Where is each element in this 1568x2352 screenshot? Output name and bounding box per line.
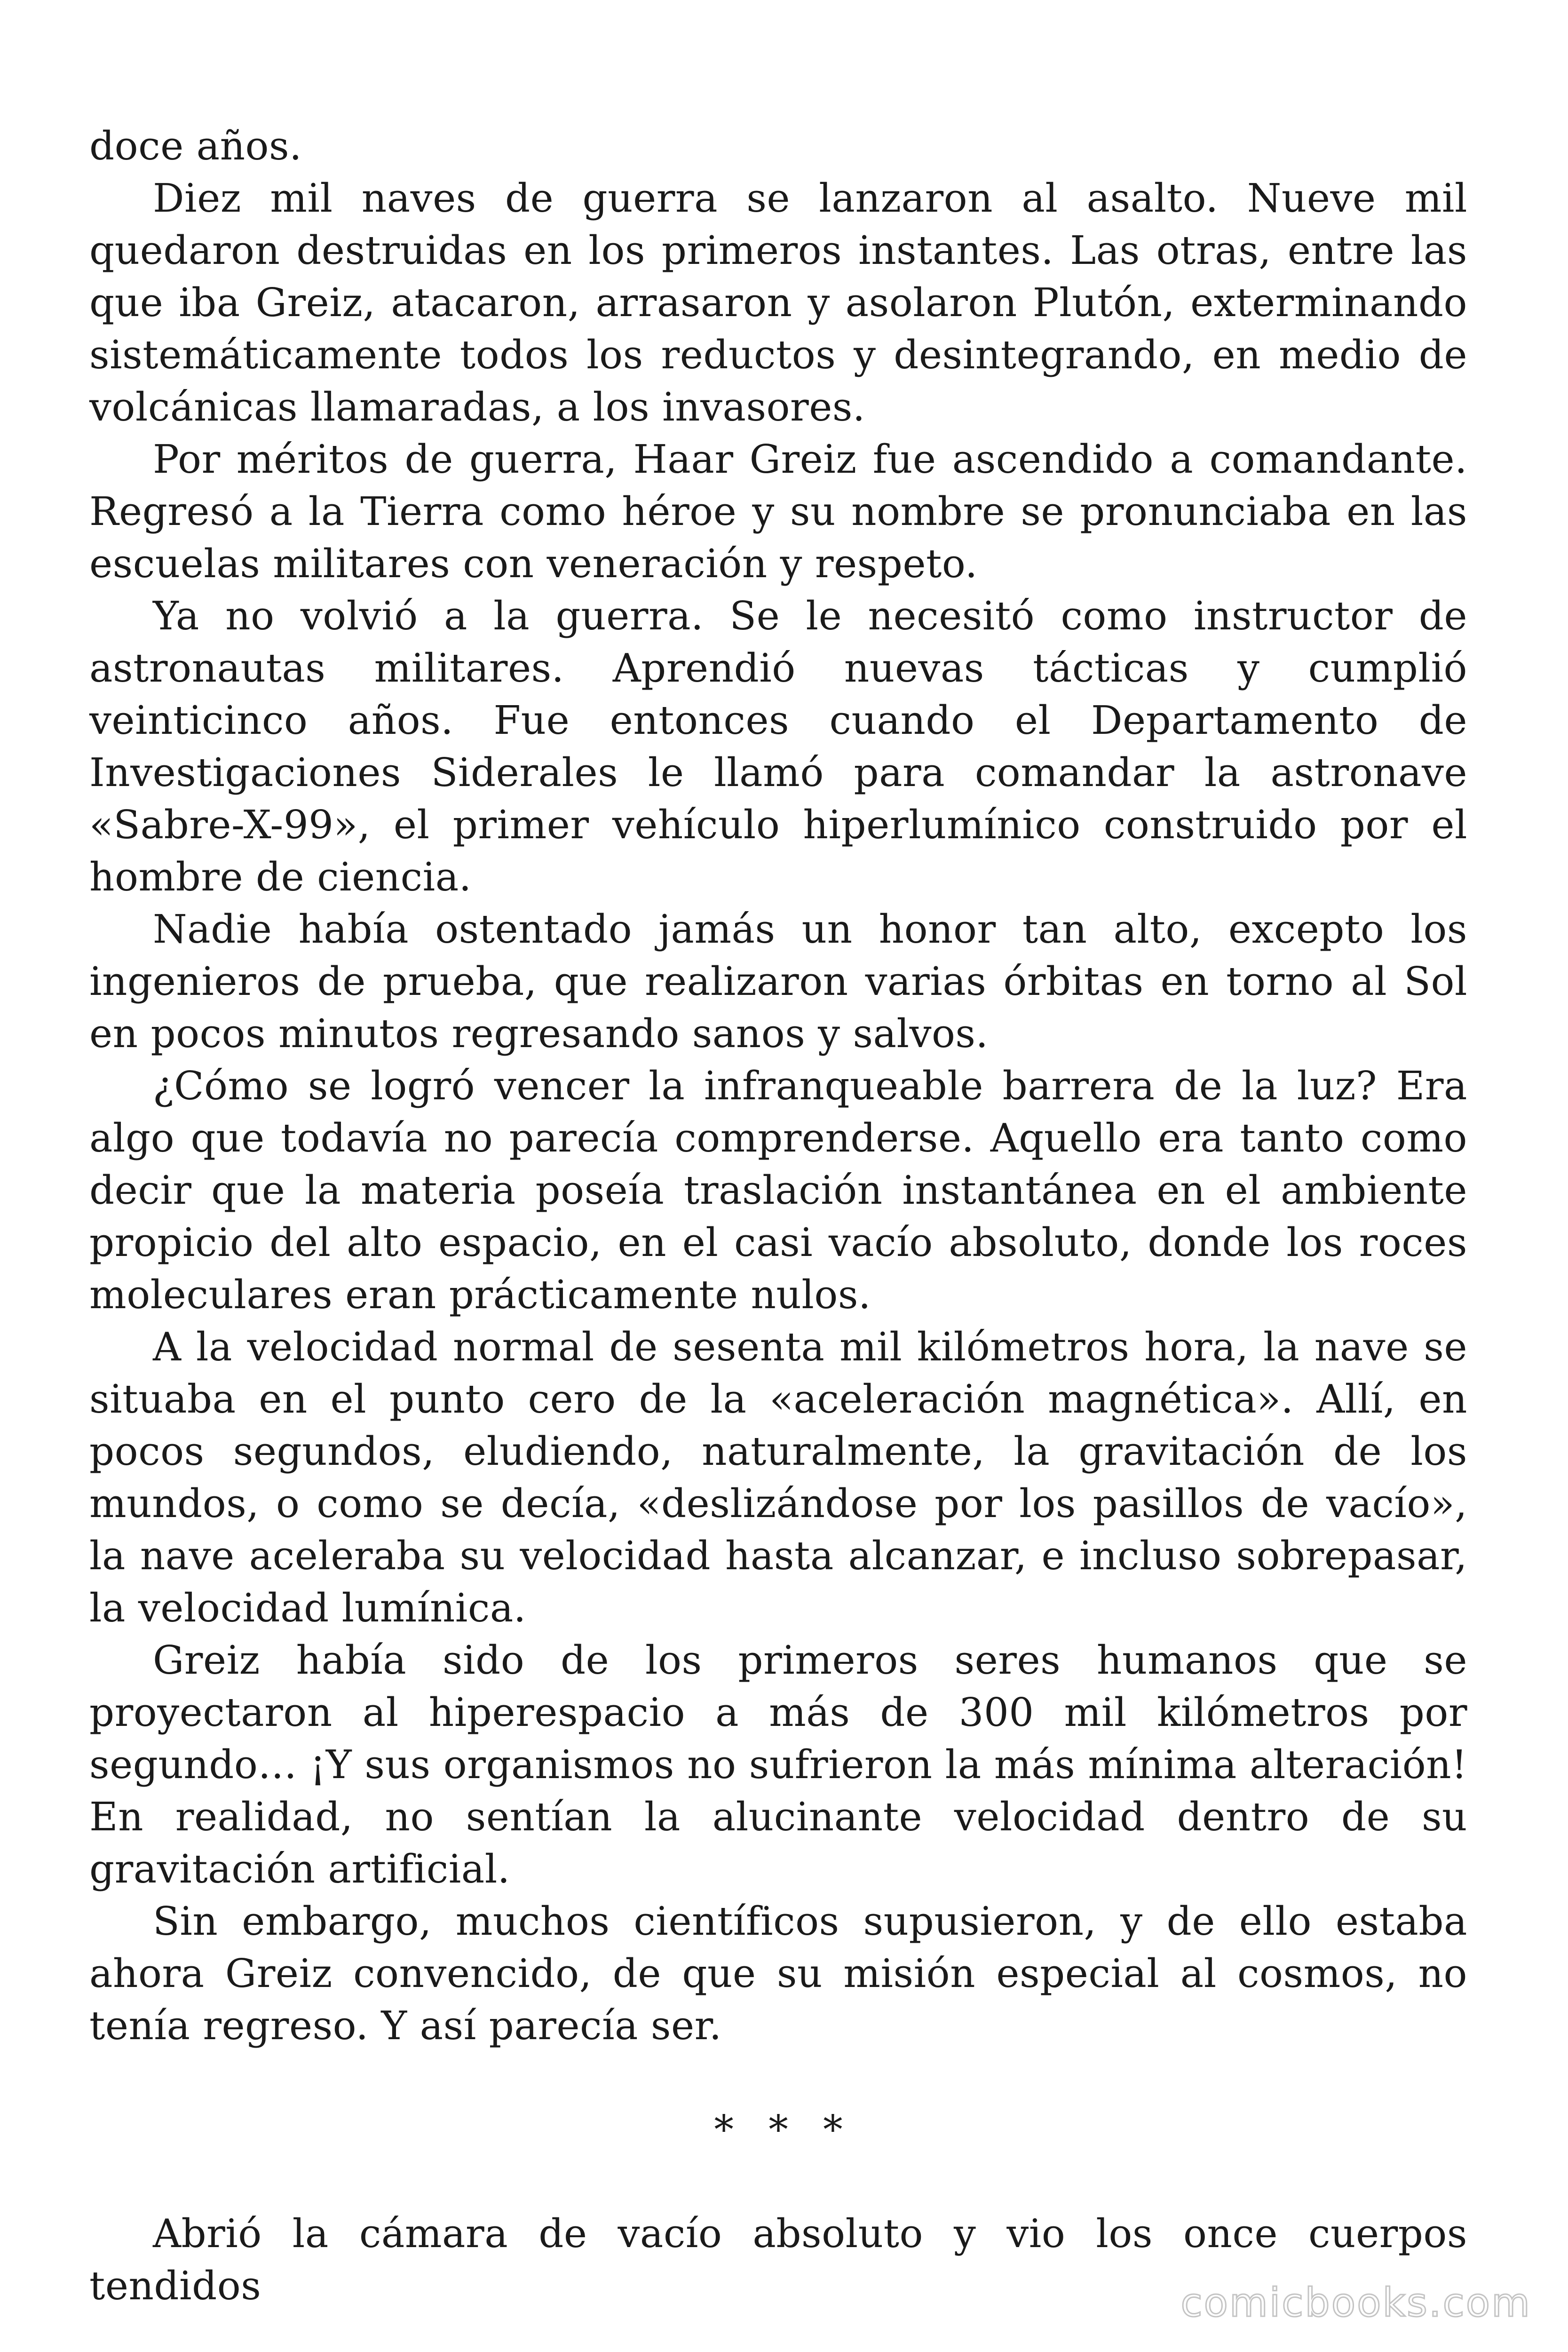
paragraph: doce años. bbox=[89, 123, 302, 169]
paragraph: Nadie había ostentado jamás un honor tan alto, excepto los ingenieros de prueba, que realizaron varias órbitas en torno al Sol en pocos minutos regresando sanos y salvos. bbox=[89, 906, 1467, 1057]
watermark-logo: comicbooks.com bbox=[1180, 2280, 1531, 2326]
paragraph: Diez mil naves de guerra se lanzaron al asalto. Nueve mil quedaron destruidas en los primeros instantes. Las otras, entre las que iba Greiz, atacaron, arrasaron y asolaron Plutón, exterminando sistemáticamente todos los reductos y desintegrando, en medio de volcánicas llamaradas, a los invasores. bbox=[89, 175, 1467, 430]
paragraph: Por méritos de guerra, Haar Greiz fue ascendido a comandante. Regresó a la Tierra como héroe y su nombre se pronunciaba en las escuelas militares con veneración y respeto. bbox=[89, 437, 1467, 587]
book-page bbox=[89, 120, 1467, 2312]
paragraph: A la velocidad normal de sesenta mil kilómetros hora, la nave se situaba en el punto cero de la «aceleración magnética». Allí, en pocos segundos, eludiendo, naturalmente, la gravitación de los mundos, o como se decía, «deslizándose por los pasillos de vacío», la nave aceleraba su velocidad hasta alcanzar, e incluso sobrepasar, la velocidad lumínica. bbox=[89, 1324, 1467, 1631]
paragraph: Greiz había sido de los primeros seres humanos que se proyectaron al hiperespacio a más de 300 mil kilómetros por segundo… ¡Y sus organismos no sufrieron la más mínima alteración! En realidad, no sentían la alucinante velocidad dentro de su gravitación artificial. bbox=[89, 1637, 1467, 1892]
section-separator: * * * bbox=[714, 2107, 854, 2153]
paragraph: Sin embargo, muchos científicos supusieron, y de ello estaba ahora Greiz convencido, de que su misión especial al cosmos, no tenía regreso. Y así parecía ser. bbox=[89, 1899, 1467, 2049]
paragraph: ¿Cómo se logró vencer la infranqueable barrera de la luz? Era algo que todavía no parecía comprenderse. Aquello era tanto como decir que la materia poseía traslación instantánea en el ambiente propicio del alto espacio, en el casi vacío absoluto, donde los roces moleculares eran prácticamente nulos. bbox=[89, 1063, 1467, 1318]
paragraph: Ya no volvió a la guerra. Se le necesitó como instructor de astronautas militares. Aprendió nuevas tácticas y cumplió veinticinco años. Fue entonces cuando el Departamento de Investigaciones Siderales le llamó para comandar la astronave «Sabre-X-99», el primer vehículo hiperlumínico construido por el hombre de ciencia. bbox=[89, 593, 1467, 900]
paragraph: Abrió la cámara de vacío absoluto y vio los once cuerpos tendidos bbox=[89, 2211, 1467, 2309]
